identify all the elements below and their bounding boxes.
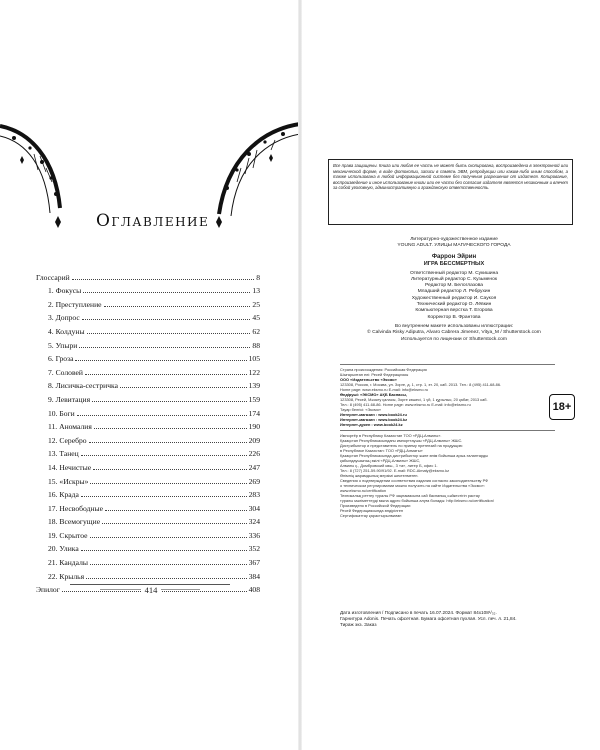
credit-line: Компьютерная верстка Т. Егорова	[415, 308, 493, 314]
toc-entry-page: 190	[248, 422, 260, 432]
distribution-line: о техническом регулировании можно получить на сайте Издательства «Эксмо»:	[340, 483, 485, 488]
toc-entry-title: 7. Соловей	[48, 367, 83, 377]
publisher-line: Страна происхождения: Российская Федерация	[340, 367, 427, 372]
toc-leader-dots	[83, 292, 250, 293]
distribution-line: Өнімнің жарамдылық мерзімі шектелмеген.	[340, 473, 419, 478]
toc-entry	[36, 390, 260, 404]
toc-entry-page: 8	[256, 272, 260, 282]
distribution-line: Дистрибьютор и представитель по приему претензий на продукцию	[340, 443, 463, 448]
toc-entry	[36, 553, 260, 567]
toc-entry-page: 105	[248, 354, 260, 364]
distribution-line: в Республике Казахстан: ТОО «РДЦ-Алматы»	[340, 448, 423, 453]
distribution-line: Алматы қ., Домбровский көш., 3 «а», литер Б, офис 1.	[340, 463, 438, 468]
toc-entry-page: 324	[248, 517, 260, 527]
print-info-line: Дата изготовления / Подписано в печать 16.07.2024. Формат 84x108¹/₃₂.	[340, 610, 497, 615]
toc-entry-title: 22. Крылья	[48, 571, 85, 581]
credit-line: Младший редактор Л. Ребрухин	[417, 289, 491, 295]
toc-entry-title: 1. Фокусы	[48, 286, 82, 296]
toc-entry	[36, 472, 260, 486]
print-info-line: Тираж экз. Заказ	[340, 622, 377, 628]
toc-entry-title: 5. Упыри	[48, 340, 78, 350]
distribution-line: Произведено в Российской Федерации	[340, 503, 411, 508]
credit-line: Ответственный редактор М. Сукишина	[409, 270, 499, 276]
publisher-line: Интернет-дүкен : www.book24.kz	[340, 422, 403, 427]
toc-entry	[36, 295, 260, 309]
toc-entry-title: 19. Скрытое	[48, 530, 88, 540]
publisher-line: 123308, Россия, г. Москва, ул. Зорге, д. 1, стр. 1, эт. 20, каб. 2013. Тел.: 8 (495) 411-68-86.	[340, 382, 502, 387]
distribution-info	[340, 433, 560, 518]
credit-line: Корректор В. Франтова	[427, 314, 481, 320]
toc-entry-title: 13. Танец	[48, 449, 79, 459]
toc-entry-page: 408	[248, 585, 260, 595]
credit-line: Редактор М. Белоглазова	[425, 283, 483, 289]
toc-entry	[36, 404, 260, 418]
toc-entry-title: 14. Нечистые	[48, 462, 92, 472]
imprint-page	[300, 0, 600, 750]
book-title: ИГРА БЕССМЕРТНЫХ	[423, 260, 485, 267]
toc-entry-page: 269	[248, 476, 260, 486]
toc-entry	[36, 486, 260, 500]
toc-leader-dots	[120, 387, 247, 388]
toc-leader-dots	[90, 564, 247, 565]
celestial-ornament-left	[0, 118, 70, 228]
credit-line: Литературный редактор С. Кузьменок	[411, 276, 497, 282]
publisher-info	[340, 367, 560, 427]
toc-entry-page: 62	[252, 326, 260, 336]
toc-entry-title: Глоссарий	[36, 272, 70, 282]
toc-entry-title: 16. Крада	[48, 490, 79, 500]
toc-entry	[36, 540, 260, 554]
toc-entry	[36, 336, 260, 350]
publisher-line: Интернет-магазин : www.book24.ru	[340, 412, 407, 417]
toc-entry-page: 336	[248, 530, 260, 540]
publisher-line: 123308, Ресей, Мәскеу қаласы, Зорге көшесі, 1 үй, 1 құрылыс, 20 қабат, 2013 каб.	[340, 397, 488, 402]
genre-line: Литературно-художественное издание	[410, 237, 498, 242]
toc-entry-title: 2. Преступление	[48, 299, 102, 309]
publisher-line: Өндіруші: «ЭКСМО» АҚБ Баспасы,	[340, 392, 407, 397]
credits-list	[339, 271, 569, 321]
toc-entry-page: 45	[252, 313, 260, 323]
toc-entry-title: 21. Кандалы	[48, 558, 88, 568]
toc-leader-dots	[77, 415, 247, 416]
distribution-line: Сведения о подтверждении соответствия издания согласно законодательству РФ	[340, 478, 489, 483]
illustrations-source: © Calvinda Risky Adiputra, Alvaro Cabrera Jimenez, Vitya_M / Shutterstock.com	[367, 330, 541, 336]
toc-leader-dots	[85, 374, 247, 375]
toc-entry-title: 3. Допрос	[48, 313, 80, 323]
toc-entry-page: 13	[252, 286, 260, 296]
illustrations-note: Во внутреннем макете использованы иллюстрации:	[394, 323, 514, 329]
toc-entry	[36, 309, 260, 323]
distribution-line: қабылдаушының өкілі «РДЦ-Алматы» ЖШС,	[340, 458, 421, 463]
author-name: Фаррон Эйрин	[431, 252, 477, 260]
publisher-line: Тел.: 8 (495) 411-68-86. Home page: www.eksmo.ru E-mail: info@eksmo.ru	[340, 402, 471, 407]
toc-entry-page: 88	[252, 340, 260, 350]
toc-entry-page: 25	[252, 299, 260, 309]
toc-entry	[36, 377, 260, 391]
publisher-line: Home page: www.eksmo.ru E-mail: info@eksmo.ru	[340, 387, 429, 392]
toc-entry	[36, 268, 260, 282]
toc-leader-dots	[92, 401, 246, 402]
toc-entry-title: 10. Боги	[48, 408, 75, 418]
publisher-line: Шығарылған елі: Ресей Федерациясы	[340, 372, 409, 377]
age-rating-badge: 18+	[549, 394, 575, 420]
toc-entry	[36, 418, 260, 432]
toc-entry-page: 174	[248, 408, 260, 418]
distribution-line: Ресей Федерациясында өндірілген	[340, 508, 404, 513]
license-note: Используется по лицензии от Shutterstock.com	[401, 336, 507, 342]
toc-entry	[36, 445, 260, 459]
toc-leader-dots	[93, 469, 247, 470]
toc-entry	[36, 458, 260, 472]
toc-leader-dots	[90, 483, 246, 484]
page-number: 414	[141, 585, 162, 595]
toc-leader-dots	[102, 523, 247, 524]
toc-entry-title: 6. Гроза	[48, 354, 74, 364]
publisher-line: Тауар белгісі: «Эксмо»	[340, 407, 382, 412]
toc-entry	[36, 499, 260, 513]
toc-entry-page: 283	[248, 490, 260, 500]
toc-entry-page: 226	[248, 449, 260, 459]
divider	[340, 430, 555, 431]
publisher-line: ООО «Издательство «Эксмо»	[340, 377, 397, 382]
divider	[340, 364, 555, 365]
toc-entry	[36, 322, 260, 336]
toc-entry	[36, 526, 260, 540]
publisher-line: Интернет-магазин : www.book24.kz	[340, 417, 408, 422]
distribution-line: www.eksmo.ru/certification	[340, 488, 387, 493]
toc-entry-title: 12. Серебро	[48, 435, 87, 445]
toc-entry-page: 367	[248, 558, 260, 568]
toc-leader-dots	[104, 306, 251, 307]
copyright-notice: Все права защищены. Книга или любая ее часть не может быть скопирована, воспроизведена в электронной или механической форме, в виде фотокопии, записи в память ЭВМ, репродукции или каким-либо иным способом, а также использована в любой информационной системе без получения разрешения от издателя. Копирование, воспроизведение и иное использование книги или ее части без согласия издателя является незаконным и влечет за собой уголовную, административную и гражданскую ответственность.	[328, 159, 573, 225]
toc-leader-dots	[90, 537, 247, 538]
toc-entry-page: 159	[248, 394, 260, 404]
celestial-ornament-right	[205, 118, 300, 228]
toc-leader-dots	[82, 319, 251, 320]
distribution-line: Қазақстан Республикасындағы импорттаушы «РДЦ-Алматы» ЖШС.	[340, 438, 463, 443]
toc-leader-dots	[79, 347, 250, 348]
toc-entry-page: 247	[248, 462, 260, 472]
toc-entry	[36, 513, 260, 527]
toc-entry-title: 15. «Искры»	[48, 476, 89, 486]
toc-leader-dots	[72, 279, 254, 280]
toc-entry-title: Эпилог	[36, 585, 60, 595]
toc-leader-dots	[81, 550, 247, 551]
toc-entry-title: 9. Левитация	[48, 394, 91, 404]
toc-entry	[36, 350, 260, 364]
series-line: YOUNG ADULT. УЛИЦЫ МАГИЧЕСКОГО ГОРОДА	[397, 243, 511, 249]
toc-entry-page: 209	[248, 435, 260, 445]
credit-line: Художественный редактор И. Саукоя	[411, 295, 497, 301]
distribution-line: туралы мәліметтерді мына адрес бойынша алуға болады: http://eksmo.ru/certification/	[340, 498, 494, 503]
print-info-line: Гарнитура Adonis. Печать офсетная. Бумага офсетная пухлая. Усл. печ. л. 21,84.	[340, 616, 517, 622]
imprint-block	[339, 237, 569, 343]
toc-entry	[36, 431, 260, 445]
toc-entry-title: 8. Лисичка-сестричка	[48, 381, 118, 391]
print-info	[340, 610, 570, 629]
distribution-line: Қазақстан Республикасында дистрибьютор және өнім бойынша арыз-талаптарды	[340, 453, 488, 458]
toc-leader-dots	[105, 510, 247, 511]
toc-entry-page: 139	[248, 381, 260, 391]
distribution-line: Техникалық реттеу туралы РФ заңнамасына сай баспаның сәйкестігін растау	[340, 493, 480, 498]
toc-entry-title: 17. Несвободные	[48, 503, 103, 513]
toc-entry	[36, 282, 260, 296]
toc-entry-title: 18. Всемогущие	[48, 517, 101, 527]
table-of-contents	[36, 268, 260, 594]
toc-entry-page: 304	[248, 503, 260, 513]
toc-entry-title: 4. Колдуны	[48, 326, 85, 336]
toc-leader-dots	[81, 496, 247, 497]
distribution-line: Тел.: 8 (727) 251-59-90/91/92. E-mail: RDC-Almaty@eksmo.kz	[340, 468, 450, 473]
toc-leader-dots	[75, 360, 246, 361]
toc-leader-dots	[94, 428, 247, 429]
toc-leader-dots	[87, 333, 251, 334]
distribution-line: Сертификаттау қарастырылмаған	[340, 513, 402, 518]
folio-box	[116, 578, 186, 597]
toc-leader-dots	[81, 455, 247, 456]
toc-leader-dots	[89, 442, 247, 443]
toc-entry-title: 20. Улика	[48, 544, 79, 554]
toc-entry-page: 122	[248, 367, 260, 377]
distribution-line: Импортёр в Республику Казахстан ТОО «РДЦ-Алматы».	[340, 433, 442, 438]
toc-entry-page: 352	[248, 544, 260, 554]
toc-entry-title: 11. Аномалия	[48, 422, 92, 432]
credit-line: Технический редактор О. Лёвкин	[416, 302, 492, 308]
page-title: Оглавление	[96, 211, 210, 231]
toc-entry	[36, 363, 260, 377]
toc-entry-page: 384	[248, 571, 260, 581]
